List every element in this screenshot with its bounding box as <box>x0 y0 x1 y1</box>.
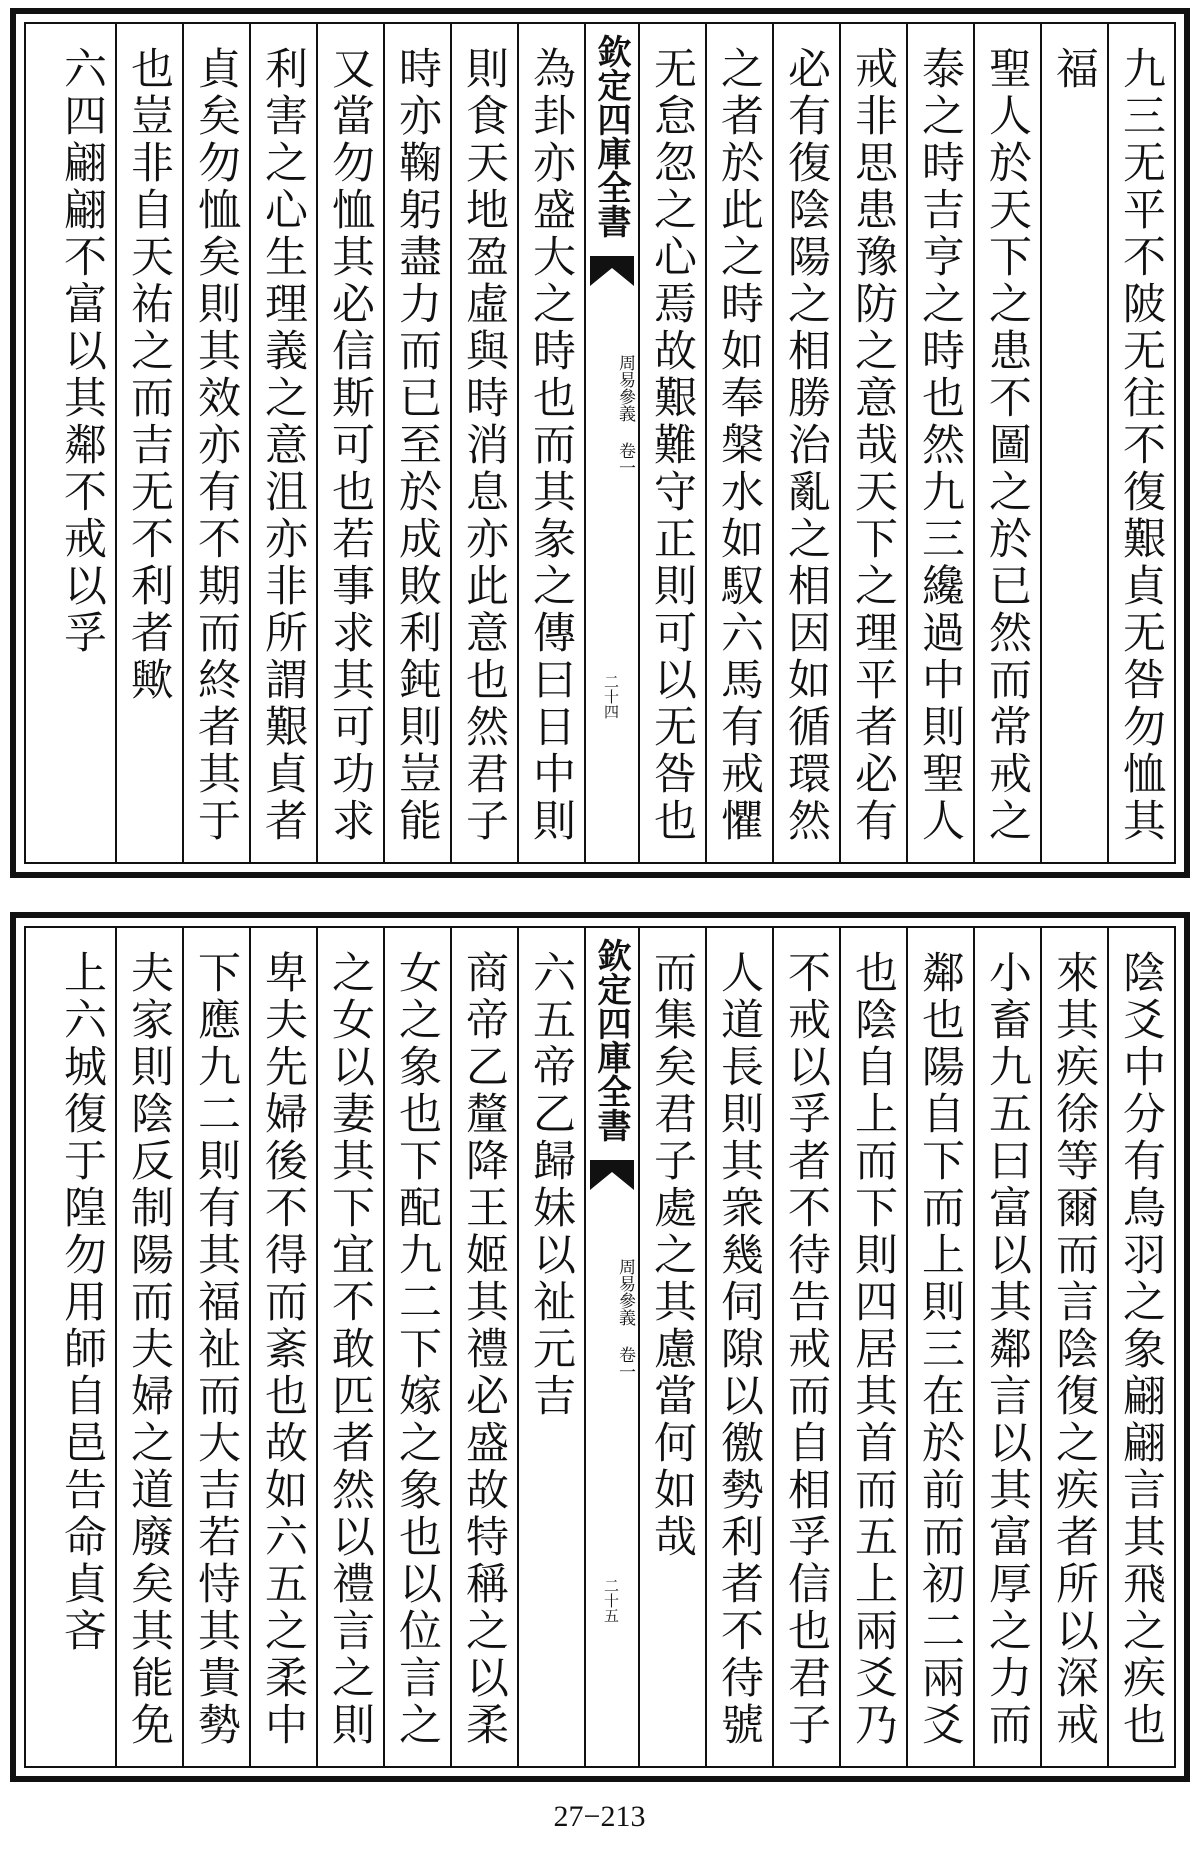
text-column: 聖人於天下之患不圖之於已然而常戒之 <box>973 24 1040 862</box>
text-column: 貞矣勿恤矣則其效亦有不期而終者其于 <box>182 24 249 862</box>
chapter-label <box>586 1258 638 1418</box>
text-column: 也豈非自天祐之而吉无不利者歟 <box>115 24 182 862</box>
volume-label: 卷一 <box>615 1346 635 1380</box>
text-column: 下應九二則有其福祉而大吉若恃其貴勢 <box>182 928 249 1766</box>
volume-label: 卷一 <box>615 442 635 476</box>
text-column: 而集矣君子處之其慮當何如哉 <box>638 928 705 1766</box>
text-column: 福 <box>1040 24 1107 862</box>
page-number: 27−213 <box>553 1800 646 1833</box>
center-fold <box>584 928 638 1766</box>
bottom-page-text-block <box>24 926 1176 1768</box>
top-page-text-block <box>24 22 1176 864</box>
text-column: 六四翩翩不富以其鄰不戒以孚 <box>57 46 107 657</box>
chapter-label <box>586 354 638 514</box>
top-page <box>10 8 1190 878</box>
text-column: 鄰也陽自下而上則三在於前而初二兩爻 <box>906 928 973 1766</box>
text-column: 則食天地盈虛與時消息亦此意也然君子 <box>450 24 517 862</box>
text-column: 夫家則陰反制陽而夫婦之道廢矣其能免 <box>115 928 182 1766</box>
text-column: 利害之心生理義之意沮亦非所謂艱貞者 <box>249 24 316 862</box>
text-column: 上六城復于隍勿用師自邑告命貞吝 <box>57 950 107 1655</box>
book-subtitle: 周易參義 <box>615 1258 635 1326</box>
text-column: 无怠忽之心焉故艱難守正則可以无咎也 <box>638 24 705 862</box>
text-column: 來其疾徐等爾而言陰復之疾者所以深戒 <box>1040 928 1107 1766</box>
bottom-page <box>10 912 1190 1782</box>
text-column: 時亦鞠躬盡力而已至於成敗利鈍則豈能 <box>383 24 450 862</box>
text-column: 戒非思患豫防之意哉天下之理平者必有 <box>839 24 906 862</box>
text-column: 陰爻中分有鳥羽之象翩翩言其飛之疾也 <box>1107 928 1174 1766</box>
book-title: 欽定四庫全書 <box>591 34 631 238</box>
text-column: 不戒以孚者不待告戒而自相孚信也君子 <box>772 928 839 1766</box>
text-column: 必有復陰陽之相勝治亂之相因如循環然 <box>772 24 839 862</box>
text-column: 商帝乙釐降王姬其禮必盛故特稱之以柔 <box>450 928 517 1766</box>
text-column: 也陰自上而下則四居其首而五上兩爻乃 <box>839 928 906 1766</box>
text-column: 為卦亦盛大之時也而其彖之傳曰日中則 <box>517 24 584 862</box>
text-column: 九三无平不陂无往不復艱貞无咎勿恤其 <box>1107 24 1174 862</box>
text-column: 小畜九五曰富以其鄰言以其富厚之力而 <box>973 928 1040 1766</box>
text-column: 卑夫先婦後不得而紊也故如六五之柔中 <box>249 928 316 1766</box>
text-column: 女之象也下配九二下嫁之象也以位言之 <box>383 928 450 1766</box>
book-subtitle: 周易參義 <box>615 354 635 422</box>
text-column: 人道長則其衆幾伺隙以徼勢利者不待號 <box>705 928 772 1766</box>
text-column: 六五帝乙歸妹以祉元吉 <box>517 928 584 1766</box>
folio-number: 二十五 <box>602 1578 620 1623</box>
book-title: 欽定四庫全書 <box>591 938 631 1142</box>
text-column: 之女以妻其下宜不敢匹者然以禮言之則 <box>316 928 383 1766</box>
fishtail-mark-icon <box>590 1160 634 1190</box>
text-column: 之者於此之時如奉槃水如馭六馬有戒懼 <box>705 24 772 862</box>
center-fold <box>584 24 638 862</box>
text-column: 又當勿恤其必信斯可也若事求其可功求 <box>316 24 383 862</box>
fishtail-mark-icon <box>590 256 634 286</box>
text-column: 泰之時吉亨之時也然九三纔過中則聖人 <box>906 24 973 862</box>
folio-number: 二十四 <box>602 674 620 719</box>
